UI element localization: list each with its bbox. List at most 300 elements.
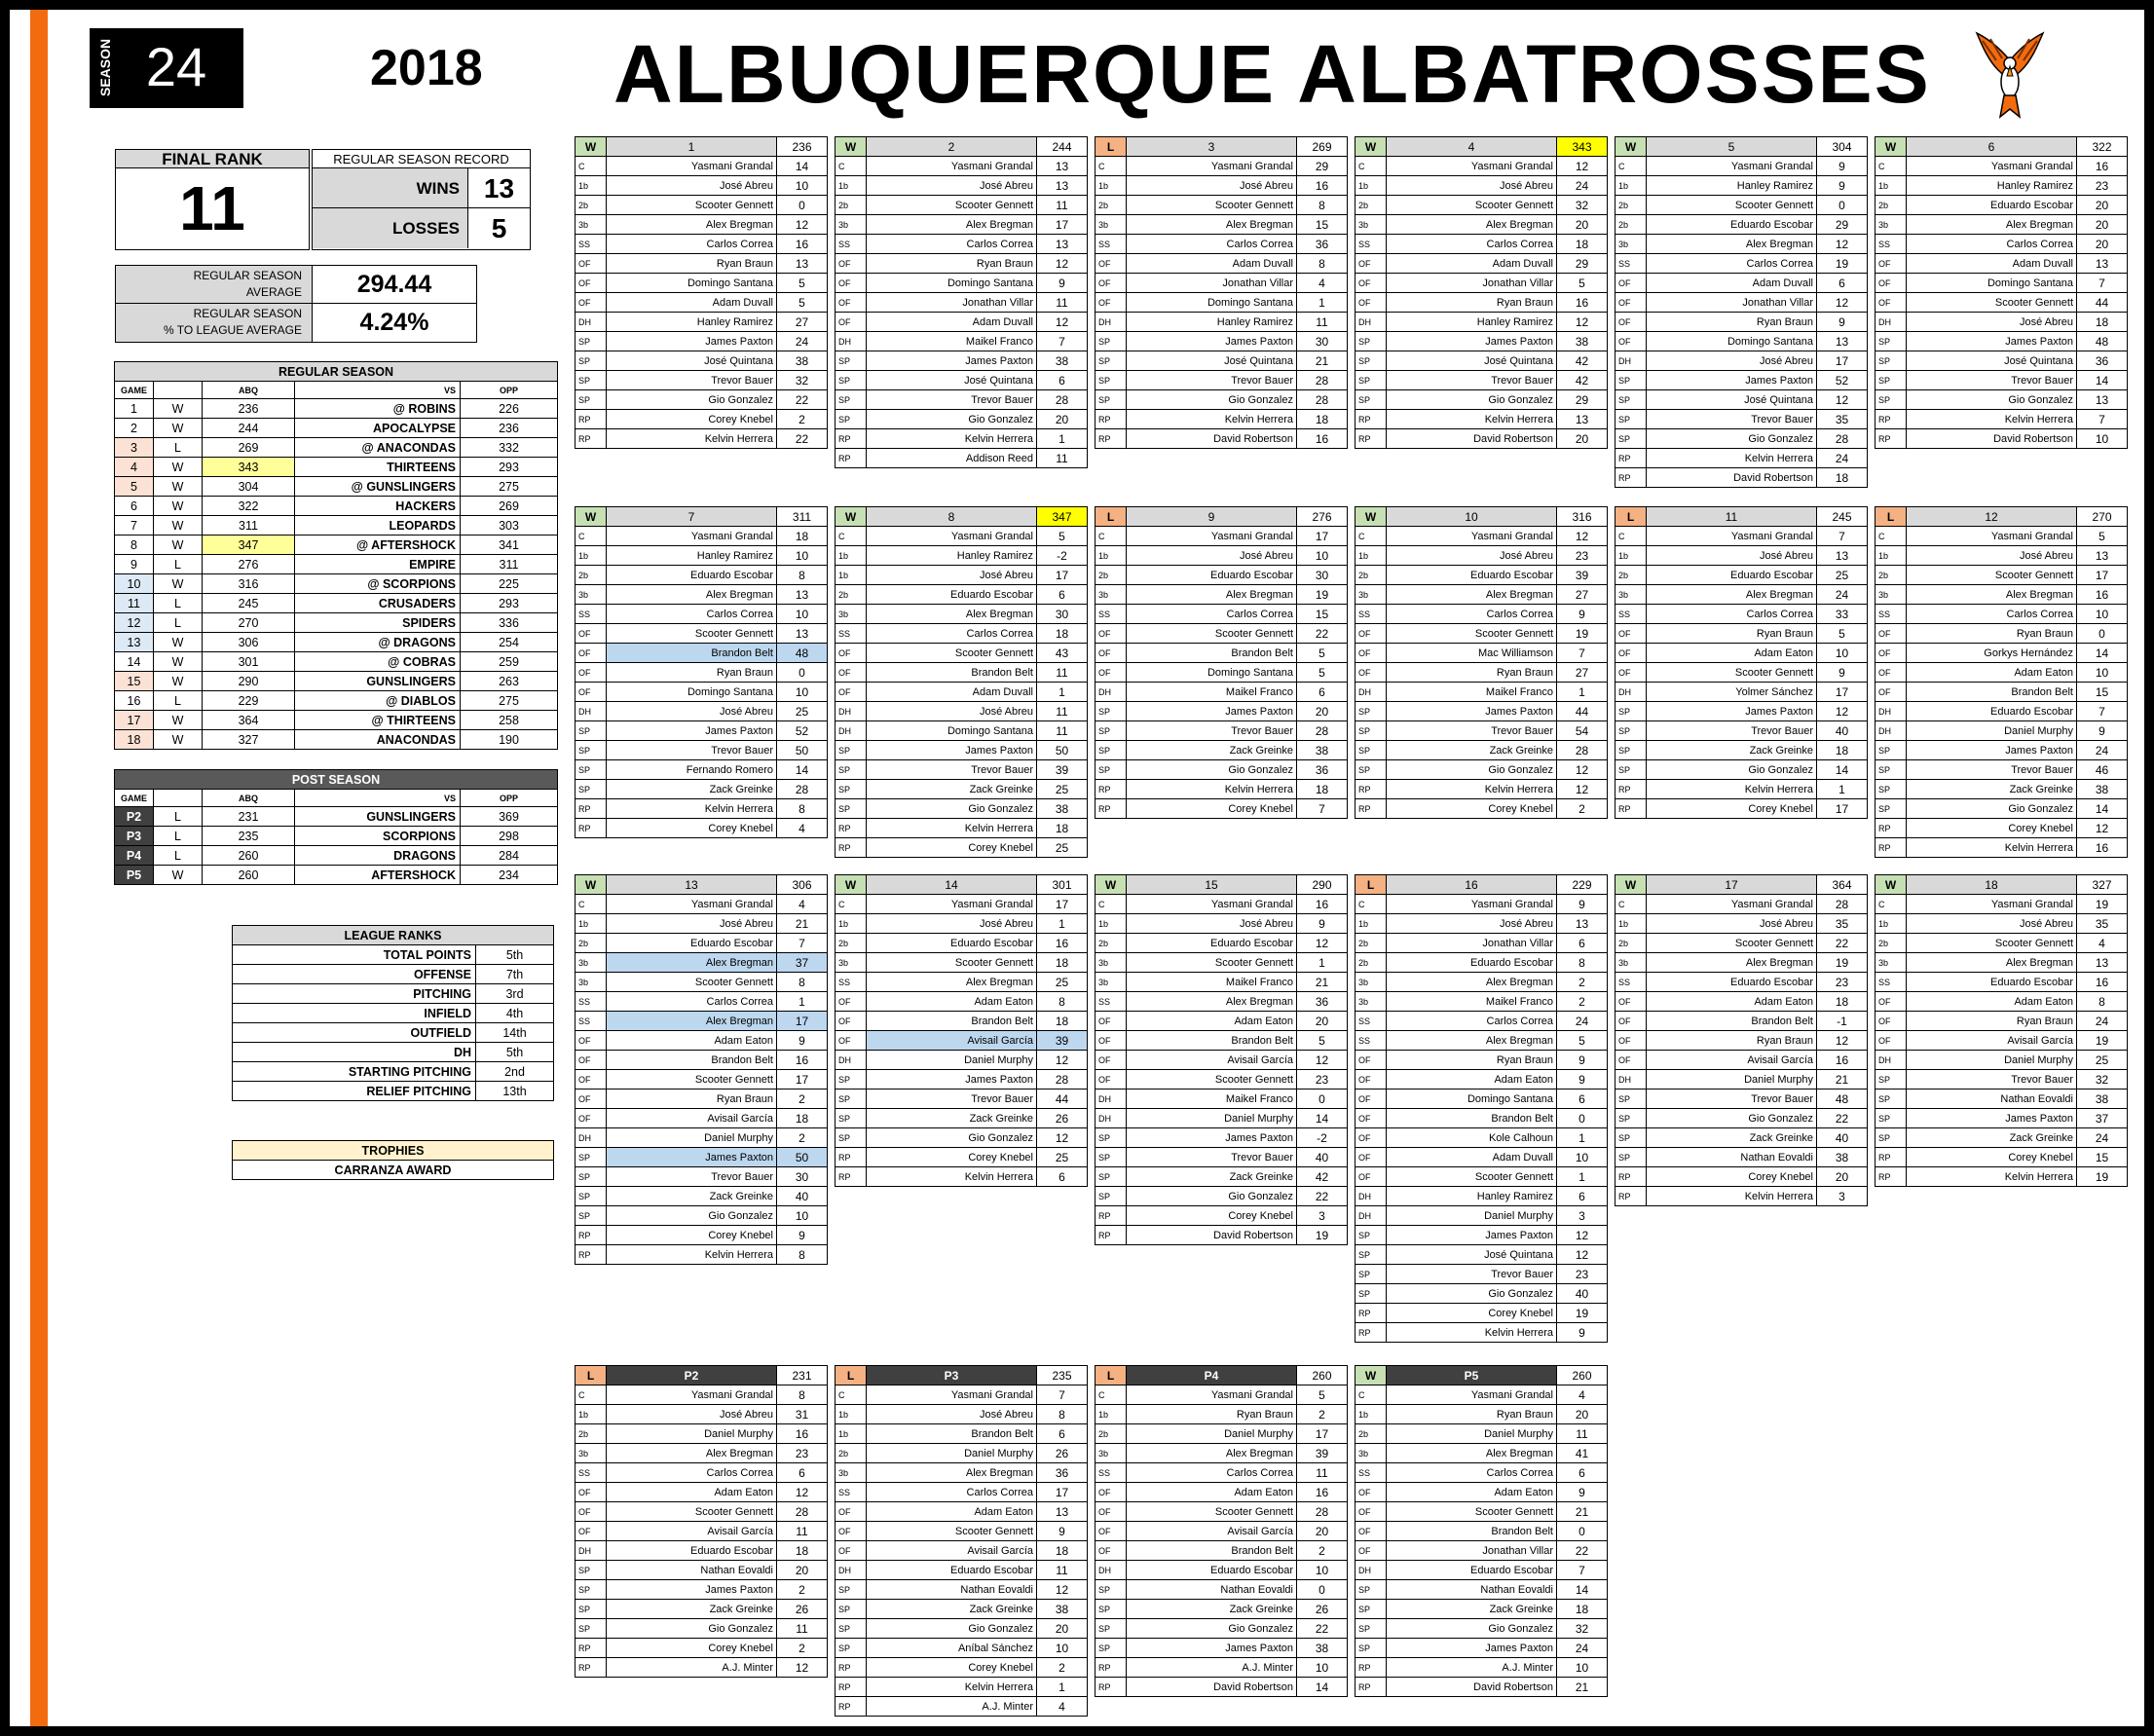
player-score: 6 <box>1037 1167 1088 1187</box>
game-box <box>1095 1365 1348 1697</box>
player-row <box>1875 934 2128 953</box>
player-name: Trevor Bauer <box>1387 371 1557 390</box>
position: DH <box>1096 313 1127 332</box>
player-name: Scooter Gennett <box>607 1070 777 1090</box>
player-name: Gio Gonzalez <box>1387 390 1557 410</box>
player-row <box>1356 721 1608 741</box>
game-header <box>576 507 828 527</box>
player-row <box>1356 1658 1608 1678</box>
position: SP <box>1875 351 1907 371</box>
position: RP <box>836 1167 867 1187</box>
player-score: 44 <box>2077 293 2128 313</box>
player-name: James Paxton <box>1127 1128 1297 1148</box>
player-name: Eduardo Escobar <box>1647 973 1817 992</box>
player-name: Daniel Murphy <box>1387 1424 1557 1444</box>
player-score: 2 <box>1297 1405 1348 1424</box>
player-row <box>836 741 1088 760</box>
player-score: 1 <box>777 992 828 1012</box>
position: OF <box>1875 1031 1907 1051</box>
player-name: Alex Bregman <box>1907 953 2077 973</box>
player-name: Trevor Bauer <box>607 1167 777 1187</box>
player-score: 16 <box>1297 1483 1348 1502</box>
position: 2b <box>1096 566 1127 585</box>
opponent: @ SCORPIONS <box>295 574 461 594</box>
player-score: 17 <box>1817 799 1868 819</box>
position: 3b <box>1096 973 1127 992</box>
player-score: 6 <box>1037 1424 1088 1444</box>
player-row <box>1096 274 1348 293</box>
player-name: Nathan Eovaldi <box>1647 1148 1817 1167</box>
player-row <box>1356 663 1608 683</box>
player-score: 6 <box>1557 1463 1608 1483</box>
position: SP <box>836 780 867 799</box>
position: RP <box>1356 799 1387 819</box>
game-number: 6 <box>1907 137 2077 157</box>
player-name: Yasmani Grandal <box>1127 895 1297 914</box>
player-name: Daniel Murphy <box>867 1051 1037 1070</box>
player-name: Scooter Gennett <box>867 953 1037 973</box>
position: 1b <box>1616 176 1647 196</box>
game-total: 322 <box>2077 137 2128 157</box>
player-name: Yasmani Grandal <box>1907 157 2077 176</box>
player-score: 12 <box>1297 1051 1348 1070</box>
game-box <box>1355 874 1608 1343</box>
position: SP <box>1356 702 1387 721</box>
position: SP <box>576 1148 607 1167</box>
player-row <box>576 1502 828 1522</box>
player-score: 10 <box>2077 429 2128 449</box>
player-row <box>1096 914 1348 934</box>
player-name: Zack Greinke <box>1127 1600 1297 1619</box>
position: 3b <box>1616 235 1647 254</box>
position: SP <box>1875 390 1907 410</box>
player-score: 9 <box>2077 721 2128 741</box>
player-name: Corey Knebel <box>607 410 777 429</box>
player-row <box>1356 1600 1608 1619</box>
player-row <box>1096 741 1348 760</box>
player-name: Ryan Braun <box>1387 663 1557 683</box>
player-row <box>1875 546 2128 566</box>
result: L <box>154 827 203 846</box>
player-row <box>836 293 1088 313</box>
player-name: Jonathan Villar <box>1387 934 1557 953</box>
player-name: Kelvin Herrera <box>1647 780 1817 799</box>
table-row <box>115 574 558 594</box>
player-name: Hanley Ramirez <box>1907 176 2077 196</box>
player-name: Trevor Bauer <box>1907 760 2077 780</box>
position: OF <box>1096 1541 1127 1561</box>
opponent-score: 259 <box>461 652 558 672</box>
player-row <box>576 780 828 799</box>
player-name: Trevor Bauer <box>1907 371 2077 390</box>
game-number: 14 <box>115 652 154 672</box>
player-score: 9 <box>1557 1051 1608 1070</box>
player-score: 3 <box>1297 1206 1348 1226</box>
player-row <box>1616 992 1868 1012</box>
player-name: David Robertson <box>1127 429 1297 449</box>
player-name: Hanley Ramirez <box>1127 313 1297 332</box>
game-number: 11 <box>1647 507 1817 527</box>
column-header: VS <box>295 790 461 807</box>
player-name: Fernando Romero <box>607 760 777 780</box>
player-row <box>1616 1167 1868 1187</box>
player-row <box>1096 1463 1348 1483</box>
player-score: 9 <box>1297 914 1348 934</box>
position: SP <box>1875 1109 1907 1128</box>
position: SP <box>1875 332 1907 351</box>
average-panel <box>115 265 477 343</box>
position: C <box>1356 157 1387 176</box>
position: OF <box>1356 1483 1387 1502</box>
player-name: Kelvin Herrera <box>607 429 777 449</box>
player-score: 18 <box>2077 313 2128 332</box>
player-score: 24 <box>2077 741 2128 760</box>
player-score: 25 <box>2077 1051 2128 1070</box>
position: SP <box>576 741 607 760</box>
player-name: Eduardo Escobar <box>1127 934 1297 953</box>
position: DH <box>576 702 607 721</box>
game-header <box>1356 137 1608 157</box>
player-score: 38 <box>1297 1639 1348 1658</box>
position: SP <box>1096 721 1127 741</box>
player-name: Brandon Belt <box>867 1012 1037 1031</box>
player-name: Ryan Braun <box>1647 624 1817 644</box>
player-score: 1 <box>1557 683 1608 702</box>
player-row <box>836 1444 1088 1463</box>
player-score: 13 <box>1037 235 1088 254</box>
player-name: Eduardo Escobar <box>1387 953 1557 973</box>
game-total: 311 <box>777 507 828 527</box>
player-name: Eduardo Escobar <box>1907 196 2077 215</box>
player-score: 19 <box>1817 953 1868 973</box>
player-name: Gio Gonzalez <box>607 1619 777 1639</box>
player-score: 20 <box>1297 1012 1348 1031</box>
position: SP <box>1875 371 1907 390</box>
player-name: Adam Eaton <box>867 1502 1037 1522</box>
position: SP <box>836 371 867 390</box>
position: SP <box>1616 410 1647 429</box>
position: OF <box>1616 992 1647 1012</box>
player-row <box>836 914 1088 934</box>
player-row <box>836 1090 1088 1109</box>
albatross-logo-icon <box>1975 31 2045 123</box>
position: 3b <box>1096 953 1127 973</box>
player-name: Jonathan Villar <box>1127 274 1297 293</box>
rank-category: TOTAL POINTS <box>233 945 476 965</box>
position: RP <box>1875 819 1907 838</box>
player-score: 13 <box>2077 546 2128 566</box>
player-row <box>1096 1226 1348 1245</box>
player-name: Daniel Murphy <box>607 1424 777 1444</box>
player-name: José Abreu <box>1127 546 1297 566</box>
table-title: REGULAR SEASON <box>115 362 558 382</box>
player-name: Alex Bregman <box>1127 992 1297 1012</box>
player-row <box>1356 1148 1608 1167</box>
player-score: 13 <box>777 624 828 644</box>
position: OF <box>576 1109 607 1128</box>
player-row <box>576 351 828 371</box>
player-name: Alex Bregman <box>1387 973 1557 992</box>
position: SS <box>1356 605 1387 624</box>
player-row <box>1356 1444 1608 1463</box>
player-name: Zack Greinke <box>1907 780 2077 799</box>
player-row <box>1356 1109 1608 1128</box>
player-name: Scooter Gennett <box>1907 293 2077 313</box>
player-row <box>1356 215 1608 235</box>
player-name: Carlos Correa <box>1127 605 1297 624</box>
player-row <box>1875 254 2128 274</box>
position: RP <box>1616 468 1647 488</box>
player-name: Gio Gonzalez <box>1127 760 1297 780</box>
rank-category: OUTFIELD <box>233 1023 476 1043</box>
player-name: Eduardo Escobar <box>1907 702 2077 721</box>
player-score: 18 <box>1297 780 1348 799</box>
player-row <box>1356 254 1608 274</box>
player-row <box>836 313 1088 332</box>
player-score: 10 <box>1817 644 1868 663</box>
game-header <box>1096 875 1348 895</box>
position: 3b <box>836 605 867 624</box>
player-row <box>836 953 1088 973</box>
pct-label-line2: % TO LEAGUE AVERAGE <box>163 323 302 337</box>
player-row <box>1356 1502 1608 1522</box>
player-name: Avisail García <box>1907 1031 2077 1051</box>
player-name: Zack Greinke <box>1387 1600 1557 1619</box>
player-row <box>1875 799 2128 819</box>
game-box <box>1615 506 1868 819</box>
player-score: 0 <box>2077 624 2128 644</box>
player-score: 19 <box>1557 1304 1608 1323</box>
player-row <box>836 780 1088 799</box>
position: SP <box>1096 1580 1127 1600</box>
player-name: Gio Gonzalez <box>867 1619 1037 1639</box>
player-score: 52 <box>777 721 828 741</box>
player-score: 11 <box>1037 721 1088 741</box>
player-row <box>1096 1502 1348 1522</box>
player-row <box>1096 410 1348 429</box>
trophy-name: CARRANZA AWARD <box>233 1161 554 1180</box>
position: 1b <box>836 546 867 566</box>
player-name: Alex Bregman <box>607 1012 777 1031</box>
player-score: -2 <box>1297 1128 1348 1148</box>
player-row <box>836 1385 1088 1405</box>
player-score: 24 <box>2077 1012 2128 1031</box>
player-name: Scooter Gennett <box>607 973 777 992</box>
player-row <box>1096 663 1348 683</box>
player-name: Brandon Belt <box>607 644 777 663</box>
position: OF <box>836 274 867 293</box>
player-score: 13 <box>2077 953 2128 973</box>
player-score: 13 <box>1037 157 1088 176</box>
position: RP <box>576 1658 607 1678</box>
player-row <box>1356 741 1608 760</box>
player-row <box>1356 1678 1608 1697</box>
player-row <box>1356 429 1608 449</box>
player-score: 13 <box>1037 176 1088 196</box>
player-score: 38 <box>1037 1600 1088 1619</box>
player-name: Domingo Santana <box>607 274 777 293</box>
player-score: 13 <box>1817 332 1868 351</box>
player-score: 2 <box>1297 1541 1348 1561</box>
player-name: Maikel Franco <box>1387 992 1557 1012</box>
player-name: Kelvin Herrera <box>1907 838 2077 858</box>
result: L <box>154 846 203 866</box>
game-number: 12 <box>1907 507 2077 527</box>
position: C <box>1356 895 1387 914</box>
player-row <box>1096 799 1348 819</box>
player-row <box>576 390 828 410</box>
player-name: Ryan Braun <box>1647 1031 1817 1051</box>
position: 2b <box>1616 566 1647 585</box>
player-score: 17 <box>1037 566 1088 585</box>
player-name: Alex Bregman <box>1127 585 1297 605</box>
player-name: Zack Greinke <box>867 1600 1037 1619</box>
position: 3b <box>836 953 867 973</box>
player-row <box>576 1187 828 1206</box>
position: SP <box>836 799 867 819</box>
player-row <box>1875 663 2128 683</box>
game-total: 306 <box>777 875 828 895</box>
abq-score: 235 <box>203 827 295 846</box>
opponent-score: 275 <box>461 477 558 497</box>
position: SP <box>1096 390 1127 410</box>
player-row <box>1356 644 1608 663</box>
player-name: José Abreu <box>607 1405 777 1424</box>
player-score: 10 <box>777 605 828 624</box>
player-row <box>1875 176 2128 196</box>
game-number: 3 <box>115 438 154 458</box>
player-row <box>1356 1128 1608 1148</box>
league-rank-row <box>233 1062 554 1082</box>
player-score: 13 <box>1557 914 1608 934</box>
position: RP <box>1096 780 1127 799</box>
player-row <box>1875 1031 2128 1051</box>
game-result: L <box>836 1366 867 1385</box>
result: W <box>154 866 203 885</box>
player-name: Carlos Correa <box>1127 235 1297 254</box>
position: SP <box>1356 1619 1387 1639</box>
player-row <box>836 332 1088 351</box>
player-row <box>836 1463 1088 1483</box>
player-row <box>836 934 1088 953</box>
player-name: Kelvin Herrera <box>607 1245 777 1265</box>
player-row <box>1096 1167 1348 1187</box>
player-score: 12 <box>1557 157 1608 176</box>
position: SP <box>1356 390 1387 410</box>
position: SP <box>1616 721 1647 741</box>
table-row <box>115 419 558 438</box>
player-name: Yasmani Grandal <box>607 527 777 546</box>
player-row <box>1356 1206 1608 1226</box>
player-row <box>1875 1012 2128 1031</box>
player-row <box>836 644 1088 663</box>
player-name: Hanley Ramirez <box>1387 1187 1557 1206</box>
player-row <box>1616 1187 1868 1206</box>
player-row <box>576 1424 828 1444</box>
player-score: 24 <box>2077 1128 2128 1148</box>
position: OF <box>1356 1070 1387 1090</box>
player-name: Nathan Eovaldi <box>1127 1580 1297 1600</box>
position: 2b <box>1096 196 1127 215</box>
player-name: José Abreu <box>867 1405 1037 1424</box>
average-label-line2: AVERAGE <box>245 285 302 299</box>
player-score: 52 <box>1817 371 1868 390</box>
game-box <box>1095 874 1348 1245</box>
position: SS <box>1356 1031 1387 1051</box>
position: OF <box>1096 1012 1127 1031</box>
player-row <box>1356 702 1608 721</box>
player-score: 15 <box>1297 215 1348 235</box>
position: SP <box>1096 760 1127 780</box>
player-name: Yasmani Grandal <box>1647 895 1817 914</box>
game-header <box>1356 875 1608 895</box>
player-row <box>1616 605 1868 624</box>
player-name: Brandon Belt <box>1127 1031 1297 1051</box>
player-score: 2 <box>1557 973 1608 992</box>
player-score: 25 <box>1037 780 1088 799</box>
position: OF <box>1875 683 1907 702</box>
rank-value: 13th <box>476 1082 554 1101</box>
player-row <box>836 215 1088 235</box>
position: 2b <box>1616 196 1647 215</box>
player-row <box>1356 683 1608 702</box>
position: OF <box>576 683 607 702</box>
player-name: Trevor Bauer <box>1127 1148 1297 1167</box>
player-name: Carlos Correa <box>607 235 777 254</box>
player-row <box>1875 332 2128 351</box>
player-row <box>1616 215 1868 235</box>
position: SP <box>1096 1148 1127 1167</box>
player-row <box>1096 780 1348 799</box>
position: RP <box>1356 1678 1387 1697</box>
table-row <box>115 866 558 885</box>
game-box <box>1355 136 1608 449</box>
position: SP <box>836 1128 867 1148</box>
rank-value: 7th <box>476 965 554 984</box>
game-number: 17 <box>115 711 154 730</box>
game-result: W <box>1356 137 1387 157</box>
game-total: 260 <box>1297 1366 1348 1385</box>
year-title: 2018 <box>370 40 483 96</box>
player-name: Trevor Bauer <box>1127 721 1297 741</box>
position: OF <box>1096 1502 1127 1522</box>
player-score: 22 <box>1297 1619 1348 1639</box>
player-score: 12 <box>1037 313 1088 332</box>
player-name: José Quintana <box>1907 351 2077 371</box>
player-score: 28 <box>1817 429 1868 449</box>
player-score: 35 <box>2077 914 2128 934</box>
player-name: Carlos Correa <box>1387 1012 1557 1031</box>
player-row <box>1096 1600 1348 1619</box>
player-score: 8 <box>1037 1405 1088 1424</box>
table-row <box>115 711 558 730</box>
player-row <box>576 527 828 546</box>
player-name: Adam Eaton <box>1387 1483 1557 1502</box>
game-number: P3 <box>115 827 154 846</box>
player-score: 28 <box>1297 1502 1348 1522</box>
opponent: EMPIRE <box>295 555 461 574</box>
opponent-score: 226 <box>461 399 558 419</box>
position: OF <box>1875 1012 1907 1031</box>
player-name: Ryan Braun <box>1907 624 2077 644</box>
player-score: 21 <box>1557 1678 1608 1697</box>
player-name: Yasmani Grandal <box>1127 527 1297 546</box>
final-rank-value: 11 <box>179 173 245 243</box>
game-total: 276 <box>1297 507 1348 527</box>
player-score: 12 <box>777 215 828 235</box>
position: C <box>836 1385 867 1405</box>
player-score: 17 <box>777 1012 828 1031</box>
